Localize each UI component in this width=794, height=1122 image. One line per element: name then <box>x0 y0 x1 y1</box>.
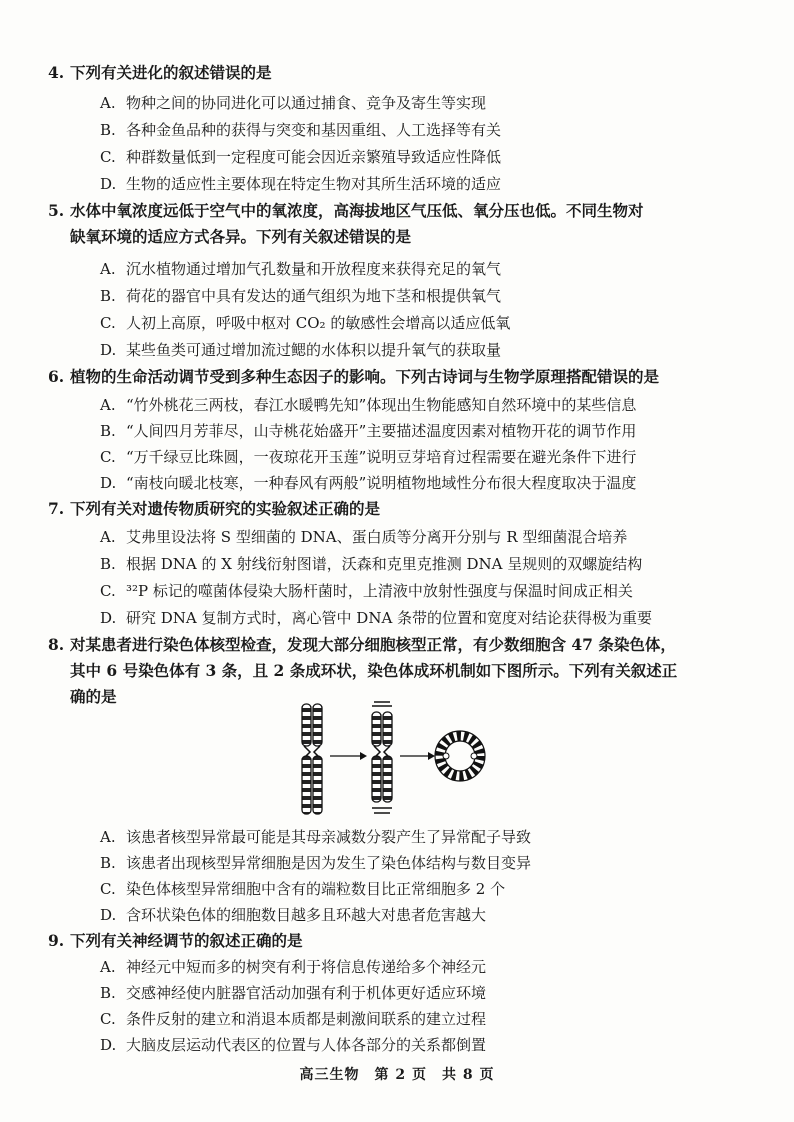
arrow-right-icon <box>400 752 435 760</box>
q6-option-d <box>100 470 770 496</box>
question-text: 水体中氧浓度远低于空气中的氧浓度，高海拔地区气压低、氧分压也低。不同生物对 <box>70 201 644 220</box>
q5-option-c <box>100 310 770 336</box>
question-9-stem <box>48 928 758 954</box>
q8-option-b <box>100 850 770 876</box>
option-label: A. <box>100 94 116 112</box>
option-text: 研究 DNA 复制方式时，离心管中 DNA 条带的位置和宽度对结论获得极为重要 <box>126 609 653 627</box>
q4-option-c <box>100 144 770 170</box>
q5-option-a <box>100 256 770 282</box>
question-text: 下列有关对遗传物质研究的实验叙述正确的是 <box>70 499 381 518</box>
option-label: B. <box>100 422 116 440</box>
option-text: 艾弗里设法将 S 型细菌的 DNA、蛋白质等分离开分别与 R 型细菌混合培养 <box>126 528 628 546</box>
ring-chromosome <box>435 731 485 781</box>
option-label: C. <box>100 880 116 898</box>
question-text-continued: 缺氧环境的适应方式各异。下列有关叙述错误的是 <box>70 227 412 246</box>
question-number: 4. <box>48 63 65 82</box>
q7-option-d <box>100 605 770 631</box>
option-text: 某些鱼类可通过增加流过鳃的水体积以提升氧气的获取量 <box>126 341 502 359</box>
question-number: 6. <box>48 367 65 386</box>
question-text: 植物的生命活动调节受到多种生态因子的影响。下列古诗词与生物学原理搭配错误的是 <box>70 367 660 386</box>
q4-option-b <box>100 117 770 143</box>
q5-option-b <box>100 283 770 309</box>
option-text: 生物的适应性主要体现在特定生物对其所生活环境的适应 <box>126 175 502 193</box>
option-text: 根据 DNA 的 X 射线衍射图谱，沃森和克里克推测 DNA 呈规则的双螺旋结构 <box>126 555 643 573</box>
question-text-continued: 确的是 <box>70 687 117 706</box>
option-text: ³²P 标记的噬菌体侵染大肠杆菌时，上清液中放射性强度与保温时间成正相关 <box>126 582 633 600</box>
question-text: 对某患者进行染色体核型检查，发现大部分细胞核型正常，有少数细胞含 47 条染色体， <box>70 635 676 654</box>
option-label: C. <box>100 148 116 166</box>
question-text-continued: 其中 6 号染色体有 3 条，且 2 条成环状，染色体成环机制如下图所示。下列有关叙述正 <box>70 661 678 680</box>
option-text: 含环状染色体的细胞数目越多且环越大对患者危害越大 <box>126 906 487 924</box>
option-text: “人间四月芳菲尽，山寺桃花始盛开”主要描述温度因素对植物开花的调节作用 <box>126 422 637 440</box>
q8-option-a <box>100 824 770 850</box>
q5-option-d <box>100 337 770 363</box>
option-text: “万千绿豆比珠圆，一夜琼花开玉莲”说明豆芽培育过程需要在避光条件下进行 <box>126 448 637 466</box>
option-label: D. <box>100 474 117 492</box>
q6-option-c <box>100 444 770 470</box>
option-text: 神经元中短而多的树突有利于将信息传递给多个神经元 <box>126 958 487 976</box>
q7-option-c <box>100 578 770 604</box>
q7-option-a <box>100 524 770 550</box>
question-number: 8. <box>48 635 65 654</box>
q4-option-d <box>100 171 770 197</box>
option-text: 该患者核型异常最可能是其母亲减数分裂产生了异常配子导致 <box>126 828 532 846</box>
option-label: A. <box>100 260 116 278</box>
q7-option-b <box>100 551 770 577</box>
page-footer: 高三生物 第 2 页 共 8 页 <box>299 1067 495 1083</box>
option-text: 交感神经使内脏器官活动加强有利于机体更好适应环境 <box>126 984 487 1002</box>
option-label: D. <box>100 175 117 193</box>
question-7-stem <box>48 496 758 522</box>
broken-chromosome <box>372 702 392 813</box>
question-number: 5. <box>48 201 65 220</box>
question-8-stem <box>48 632 758 710</box>
q9-option-b <box>100 980 770 1006</box>
option-text: “南枝向暖北枝寒，一种春风有两般”说明植物地域性分布很大程度取决于温度 <box>126 474 637 492</box>
option-label: B. <box>100 555 116 573</box>
q9-option-d <box>100 1032 770 1058</box>
option-label: D. <box>100 341 117 359</box>
question-number: 7. <box>48 499 65 518</box>
option-label: C. <box>100 448 116 466</box>
option-label: A. <box>100 528 116 546</box>
option-label: B. <box>100 287 116 305</box>
option-text: 种群数量低到一定程度可能会因近亲繁殖导致适应性降低 <box>126 148 502 166</box>
option-label: B. <box>100 854 116 872</box>
q8-option-c <box>100 876 770 902</box>
option-text: 该患者出现核型异常细胞是因为发生了染色体结构与数目变异 <box>126 854 532 872</box>
option-text: 沉水植物通过增加气孔数量和开放程度来获得充足的氧气 <box>126 260 502 278</box>
question-6-stem <box>48 364 758 390</box>
q9-option-c <box>100 1006 770 1032</box>
question-text: 下列有关神经调节的叙述正确的是 <box>70 931 303 950</box>
option-label: A. <box>100 828 116 846</box>
option-text: 条件反射的建立和消退本质都是刺激间联系的建立过程 <box>126 1010 487 1028</box>
question-4-stem <box>48 60 758 86</box>
q4-option-a <box>100 90 770 116</box>
option-text: 荷花的器官中具有发达的通气组织为地下茎和根提供氧气 <box>126 287 502 305</box>
option-label: C. <box>100 314 116 332</box>
question-text: 下列有关进化的叙述错误的是 <box>70 63 272 82</box>
question-number: 9. <box>48 931 65 950</box>
question-5-stem <box>48 198 758 250</box>
option-label: C. <box>100 1010 116 1028</box>
q6-option-b <box>100 418 770 444</box>
option-label: C. <box>100 582 116 600</box>
option-label: A. <box>100 396 116 414</box>
option-text: 人初上高原，呼吸中枢对 CO₂ 的敏感性会增高以适应低氧 <box>126 314 511 332</box>
q6-option-a <box>100 392 770 418</box>
option-text: 染色体核型异常细胞中含有的端粒数目比正常细胞多 2 个 <box>126 880 506 898</box>
option-label: D. <box>100 609 117 627</box>
option-label: A. <box>100 958 116 976</box>
normal-chromosome <box>302 704 322 814</box>
option-label: D. <box>100 1036 117 1054</box>
option-text: 大脑皮层运动代表区的位置与人体各部分的关系都倒置 <box>126 1036 487 1054</box>
option-label: B. <box>100 121 116 139</box>
arrow-right-icon <box>330 752 367 760</box>
q8-option-d <box>100 902 770 928</box>
option-text: 物种之间的协同进化可以通过捕食、竞争及寄生等实现 <box>126 94 487 112</box>
option-label: D. <box>100 906 117 924</box>
option-text: “竹外桃花三两枝，春江水暖鸭先知”体现出生物能感知自然环境中的某些信息 <box>126 396 637 414</box>
q9-option-a <box>100 954 770 980</box>
option-text: 各种金鱼品种的获得与突变和基因重组、人工选择等有关 <box>126 121 502 139</box>
ring-chromosome-figure <box>296 700 496 820</box>
option-label: B. <box>100 984 116 1002</box>
